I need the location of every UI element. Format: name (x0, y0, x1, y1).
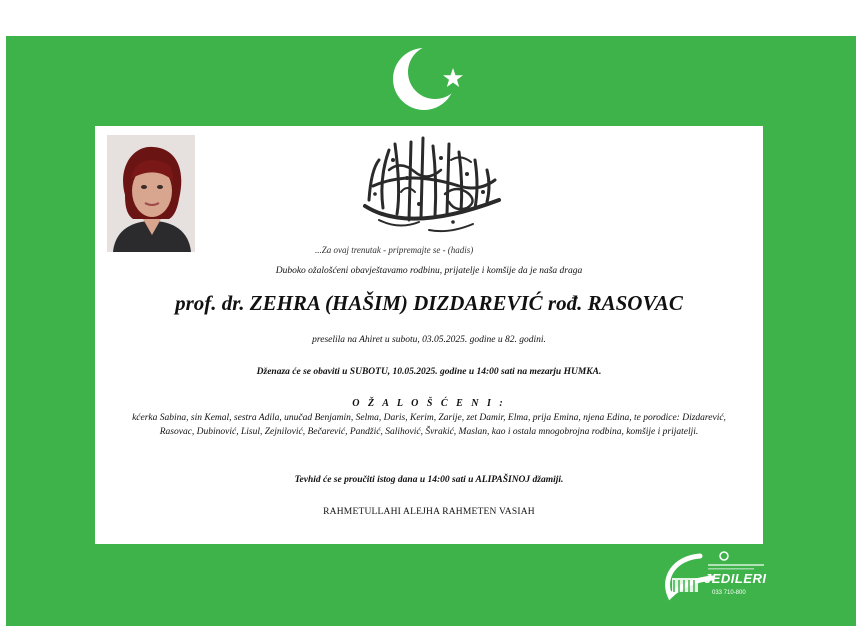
mourners-heading: O Ž A L O Š Ć E N I : (352, 398, 506, 409)
closing-prayer: RAHMETULLAHI ALEJHA RAHMETEN VASIAH (323, 507, 535, 517)
deceased-name: prof. dr. ZEHRA (HAŠIM) DIZDAREVIĆ rođ. RASOVAC (175, 291, 683, 315)
logo-name: JEDILERI (704, 571, 767, 586)
crescent-star-icon (384, 42, 484, 116)
mourners-list: kćerka Sabina, sin Kemal, sestra Adila, unučad Benjamin, Selma, Daris, Kerim, Zarije, zet Damir, Elma, prija Emina, njena Edina, te porodice: Dizdarević, Rasovac, Dubinović, Lisul, Zejnilović, Bečarević, Pandžić, Salihović, Švrakić, Maslan, kao i ostala mnogobrojna rodbina, komšije i prijatelji. (132, 413, 726, 437)
hadis-quote: ...Za ovaj trenutak - pripremajte se - (hadis) (315, 245, 474, 255)
obituary-notice (95, 126, 763, 544)
passing-date: preselila na Ahiret u subotu, 03.05.2025. godine u 82. godini. (312, 335, 546, 345)
intro-text: Duboko ožalošćeni obavještavamo rodbinu, prijatelje i komšije da je naša draga (275, 266, 583, 276)
logo-phone: 033 710-800 (712, 590, 746, 596)
arabic-calligraphy (349, 130, 509, 242)
tevhid-info: Tevhid će se proučiti istog dana u 14:00 sati u ALIPAŠINOJ džamiji. (294, 475, 564, 485)
jedileri-logo (660, 548, 770, 604)
portrait-photo (107, 135, 195, 252)
funeral-info: Dženaza će se obaviti u SUBOTU, 10.05.2025. godine u 14:00 sati na mezarju HUMKA. (256, 367, 602, 377)
